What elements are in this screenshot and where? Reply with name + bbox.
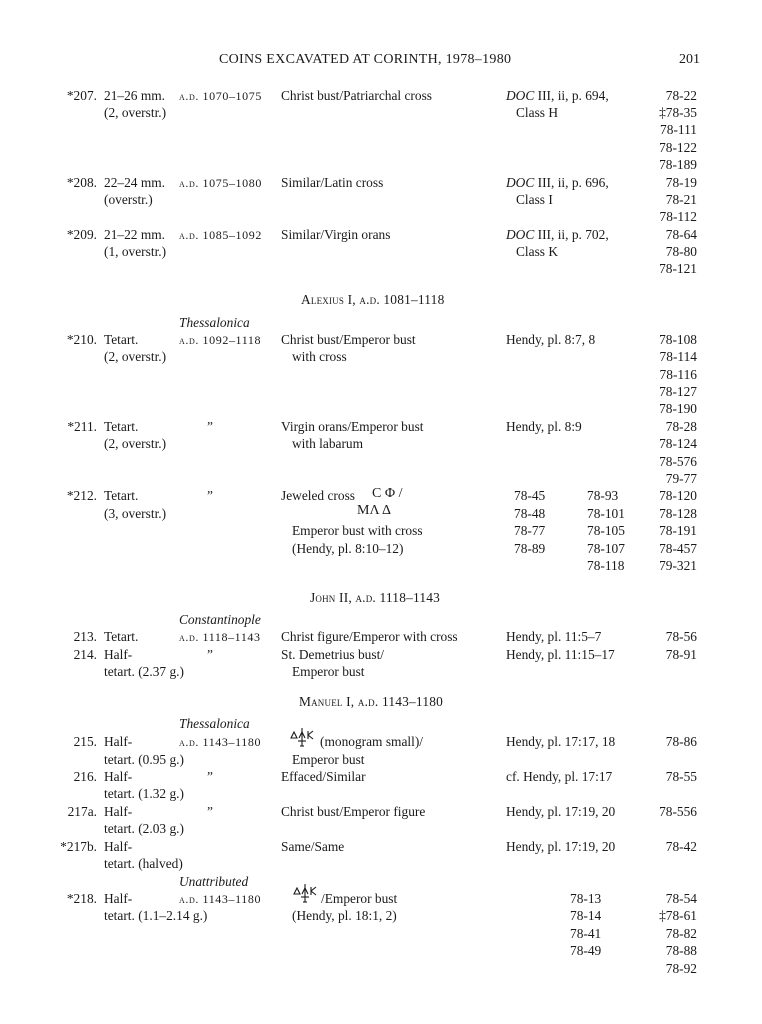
description-cont: with cross <box>292 349 347 364</box>
description: Christ figure/Emperor with cross <box>281 629 458 644</box>
inventory-number: 78-93 <box>587 488 619 503</box>
inventory-number: 79-77 <box>665 471 697 486</box>
inventory-number: 78-45 <box>514 488 546 503</box>
reference <box>506 87 609 104</box>
entry-number: 213. <box>73 629 97 644</box>
inventory-number: 78-112 <box>659 209 697 224</box>
inventory-number: 78-116 <box>659 367 697 382</box>
inventory-number: 78-105 <box>587 523 625 538</box>
reference: Hendy, pl. 8:9 <box>506 419 582 434</box>
inventory-number: 78-14 <box>570 908 602 923</box>
reference: cf. Hendy, pl. 17:17 <box>506 769 613 784</box>
inventory-number: 78-127 <box>659 384 697 399</box>
page-number: 201 <box>679 52 700 67</box>
inventory-number: 78-64 <box>665 227 697 242</box>
inventory-number: 78-77 <box>514 523 546 538</box>
diameter: 21–22 mm. <box>104 227 166 242</box>
ditto-mark: ” <box>207 804 213 819</box>
denomination: Tetart. <box>104 419 139 434</box>
date: a.d. 1070–1075 <box>179 89 262 103</box>
reference: Hendy, pl. 17:19, 20 <box>506 839 616 854</box>
reference-source: DOC <box>506 227 535 242</box>
note: (2, overstr.) <box>104 105 167 120</box>
note: tetart. (1.1–2.14 g.) <box>104 908 208 923</box>
mint-label: Unattributed <box>179 874 249 889</box>
inventory-number: 78-457 <box>659 541 697 556</box>
inventory-number: 78-55 <box>665 769 697 784</box>
inventory-number: 78-54 <box>665 891 697 906</box>
description: Christ bust/Emperor bust <box>281 332 416 347</box>
inventory-number: 78-48 <box>514 506 546 521</box>
inventory-number: 78-124 <box>659 436 697 451</box>
note: tetart. (1.32 g.) <box>104 786 184 801</box>
description: (monogram small)/ <box>320 734 424 749</box>
inventory-number: 78-89 <box>514 541 546 556</box>
inventory-number: 78-189 <box>659 157 697 172</box>
entry-number: *217b. <box>60 839 97 854</box>
inventory-number: 78-21 <box>665 192 697 207</box>
note: (1, overstr.) <box>104 244 167 259</box>
inventory-number: 78-128 <box>659 506 697 521</box>
inventory-number: 78-121 <box>659 261 697 276</box>
description-cont: (Hendy, pl. 8:10–12) <box>292 541 404 556</box>
inventory-number: 78-107 <box>587 541 625 556</box>
note: tetart. (2.03 g.) <box>104 821 184 836</box>
inventory-number: 78-86 <box>665 734 697 749</box>
entry-number: 214. <box>73 647 97 662</box>
denomination: Tetart. <box>104 332 139 347</box>
denomination: Tetart. <box>104 488 139 503</box>
inventory-number: 78-556 <box>659 804 697 819</box>
mint-label: Thessalonica <box>179 716 250 731</box>
note: (2, overstr.) <box>104 436 167 451</box>
section-heading-john: John II, a.d. 1118–1143 <box>310 590 441 605</box>
inventory-number: 78-82 <box>665 926 697 941</box>
reference: Hendy, pl. 17:17, 18 <box>506 734 616 749</box>
denomination: Half- <box>104 839 133 854</box>
description: Christ bust/Patriarchal cross <box>281 88 432 103</box>
inventory-number: 78-111 <box>660 122 697 137</box>
reference: Hendy, pl. 17:19, 20 <box>506 804 616 819</box>
date: a.d. 1118–1143 <box>179 630 261 644</box>
inventory-number: 78-191 <box>659 523 697 538</box>
denomination: Half- <box>104 647 133 662</box>
mint-label: Constantinople <box>179 612 261 627</box>
note: (2, overstr.) <box>104 349 167 364</box>
description: St. Demetrius bust/ <box>281 647 385 662</box>
reference-class: Class I <box>516 192 553 207</box>
description-cont: with labarum <box>292 436 364 451</box>
entry-number: *207. <box>66 88 97 103</box>
denomination: Tetart. <box>104 629 139 644</box>
date: a.d. 1075–1080 <box>179 176 262 190</box>
denomination: Half- <box>104 769 133 784</box>
inventory-number: 78-91 <box>665 647 697 662</box>
inventory-number: 78-108 <box>659 332 697 347</box>
monogram-icon <box>289 726 317 748</box>
entry-number: 215. <box>73 734 97 749</box>
denomination: Half- <box>104 734 133 749</box>
running-head: COINS EXCAVATED AT CORINTH, 1978–1980 <box>219 52 512 67</box>
section-heading-manuel: Manuel I, a.d. 1143–1180 <box>299 694 444 709</box>
date: a.d. 1085–1092 <box>179 228 262 242</box>
ditto-mark: ” <box>207 419 213 434</box>
reference-source: DOC <box>506 88 535 103</box>
description: Effaced/Similar <box>281 769 366 784</box>
entry-number: *212. <box>66 488 97 503</box>
denomination: Half- <box>104 804 133 819</box>
legend-glyphs: ΜΛ Δ <box>357 503 391 518</box>
inventory-number: 78-88 <box>665 943 697 958</box>
description-cont: Emperor bust with cross <box>292 523 423 538</box>
description: Similar/Latin cross <box>281 175 384 190</box>
inventory-number: 78-122 <box>659 140 697 155</box>
section-heading-alexius: Alexius I, a.d. 1081–1118 <box>301 292 445 307</box>
inventory-number: 79-321 <box>659 558 697 573</box>
inventory-number: 78-114 <box>659 349 697 364</box>
entry-number: *208. <box>66 175 97 190</box>
date: a.d. 1143–1180 <box>179 735 262 749</box>
inventory-number: 78-92 <box>665 961 697 976</box>
reference <box>506 174 609 191</box>
note: (overstr.) <box>104 192 153 207</box>
reference-detail: III, ii, p. 694, <box>534 88 609 103</box>
description: Similar/Virgin orans <box>281 227 391 242</box>
inventory-number: 78-576 <box>659 454 697 469</box>
note: tetart. (halved) <box>104 856 183 871</box>
reference <box>506 226 609 243</box>
note: tetart. (0.95 g.) <box>104 752 184 767</box>
reference-detail: III, ii, p. 696, <box>534 175 609 190</box>
entry-number: *210. <box>66 332 97 347</box>
legend-glyphs: C Φ / <box>372 486 403 501</box>
entry-number: *218. <box>66 891 97 906</box>
description-cont: Emperor bust <box>292 752 365 767</box>
inventory-number: 78-80 <box>665 244 697 259</box>
inventory-number: 78-120 <box>659 488 697 503</box>
inventory-number: 78-56 <box>665 629 697 644</box>
entry-number: *211. <box>67 419 97 434</box>
inventory-number: 78-101 <box>587 506 625 521</box>
reference-source: DOC <box>506 175 535 190</box>
entry-number: 216. <box>73 769 97 784</box>
inventory-number: 78-13 <box>570 891 602 906</box>
inventory-number: ‡78-61 <box>659 908 697 923</box>
inventory-number: 78-22 <box>665 88 697 103</box>
inventory-number: ‡78-35 <box>659 105 697 120</box>
entry-number: *209. <box>66 227 97 242</box>
inventory-number: 78-118 <box>587 558 625 573</box>
note: tetart. (2.37 g.) <box>104 664 184 679</box>
inventory-number: 78-41 <box>570 926 602 941</box>
mint-label: Thessalonica <box>179 315 250 330</box>
description: Same/Same <box>281 839 345 854</box>
reference: Hendy, pl. 11:5–7 <box>506 629 602 644</box>
ditto-mark: ” <box>207 647 213 662</box>
ditto-mark: ” <box>207 769 213 784</box>
date: a.d. 1143–1180 <box>179 892 262 906</box>
reference-detail: III, ii, p. 702, <box>534 227 609 242</box>
inventory-number: 78-19 <box>665 175 697 190</box>
reference-class: Class H <box>516 105 559 120</box>
note: (3, overstr.) <box>104 506 167 521</box>
description-cont: Emperor bust <box>292 664 365 679</box>
diameter: 22–24 mm. <box>104 175 166 190</box>
description: /Emperor bust <box>321 891 398 906</box>
description-cont: (Hendy, pl. 18:1, 2) <box>292 908 397 923</box>
inventory-number: 78-28 <box>665 419 697 434</box>
inventory-number: 78-42 <box>665 839 697 854</box>
description: Christ bust/Emperor figure <box>281 804 426 819</box>
monogram-icon <box>292 882 320 904</box>
description: Jeweled cross <box>281 488 355 503</box>
reference: Hendy, pl. 11:15–17 <box>506 647 615 662</box>
denomination: Half- <box>104 891 133 906</box>
date: a.d. 1092–1118 <box>179 333 262 347</box>
inventory-number: 78-190 <box>659 401 697 416</box>
diameter: 21–26 mm. <box>104 88 166 103</box>
inventory-number: 78-49 <box>570 943 602 958</box>
description: Virgin orans/Emperor bust <box>281 419 424 434</box>
reference: Hendy, pl. 8:7, 8 <box>506 332 596 347</box>
ditto-mark: ” <box>207 488 213 503</box>
reference-class: Class K <box>516 244 559 259</box>
entry-number: 217a. <box>67 804 97 819</box>
